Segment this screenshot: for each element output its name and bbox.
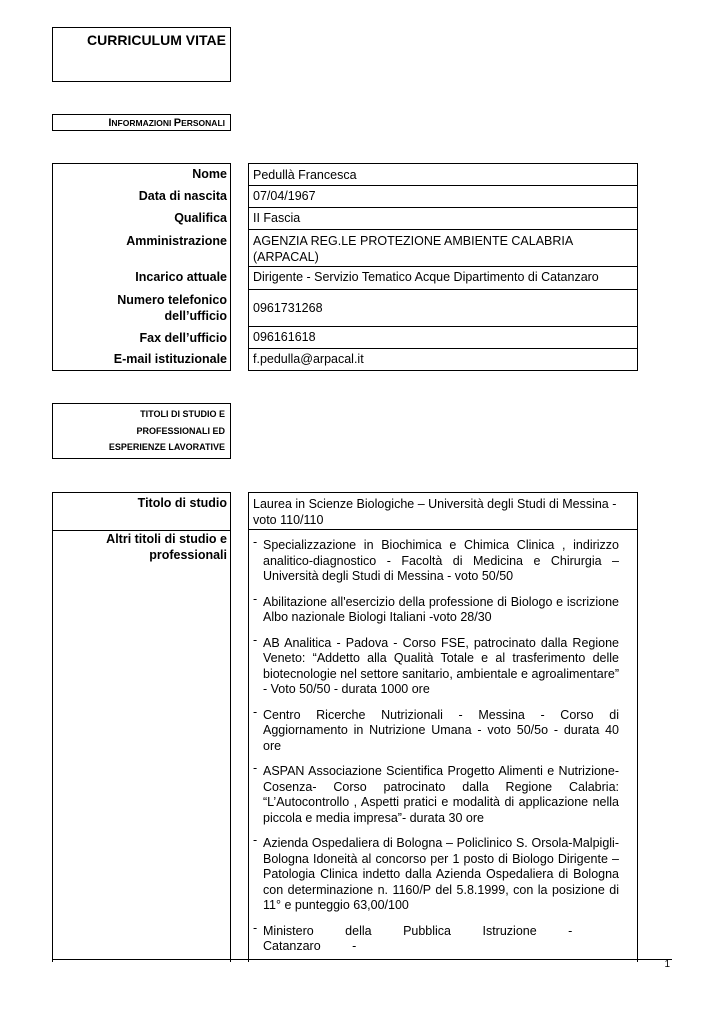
value-email: f.pedulla@arpacal.it [248, 349, 638, 371]
label-altri-titoli: Altri titoli di studio e professionali [52, 530, 231, 962]
list-item: - Ministero della Pubblica Istruzione - Catanzaro - [249, 924, 619, 955]
value-nome: Pedullà Francesca [248, 163, 638, 186]
label-email: E-mail istituzionale [52, 349, 231, 370]
value-data-nascita: 07/04/1967 [248, 186, 638, 208]
section-studies-line2: PROFESSIONALI ED [136, 425, 225, 436]
cv-title-box [52, 27, 231, 82]
value-titolo-studio: Laurea in Scienze Biologiche – Università degli Studi di Messina -voto 110/110 [248, 492, 638, 530]
footer-divider [52, 959, 672, 960]
list-item: - Abilitazione all'esercizio della professione di Biologo e iscrizione Albo nazionale Biologi Italiani -voto 28/30 [249, 595, 619, 626]
page-number: 1 [664, 959, 670, 970]
label-telefono: Numero telefonico dell’ufficio [52, 290, 231, 327]
label-amministrazione: Amministrazione [52, 229, 231, 266]
label-incarico: Incarico attuale [52, 266, 231, 290]
section-heading-studies [52, 403, 231, 459]
label-qualifica: Qualifica [52, 207, 231, 229]
value-amministrazione: AGENZIA REG.LE PROTEZIONE AMBIENTE CALABRIA (ARPACAL) [248, 230, 638, 267]
label-fax: Fax dell’ufficio [52, 327, 231, 349]
cv-title: CURRICULUM VITAE [87, 32, 226, 48]
label-data-nascita: Data di nascita [52, 185, 231, 207]
label-nome: Nome [52, 163, 231, 185]
list-item: - Azienda Ospedaliera di Bologna – Policlinico S. Orsola-Malpigli- Bologna Idoneità al concorso per 1 posto di Biologo Dirigente – Patologia Clinica indetto dalla Azienda Ospedaliera di Bologna con determinazione n. 1160/P del 5.8.1999, con la posizione di 11° e punteggio 63,00/100 [249, 836, 619, 914]
section-studies-line3: ESPERIENZE LAVORATIVE [108, 442, 225, 452]
other-titles-list [249, 538, 619, 965]
list-item: - Centro Ricerche Nutrizionali - Messina - Corso di Aggiornamento in Nutrizione Umana - voto 50/5o - durata 40 ore [249, 708, 619, 755]
value-incarico: Dirigente - Servizio Tematico Acque Dipartimento di Catanzaro [248, 267, 638, 290]
section-studies-line1: TITOLI DI STUDIO E [140, 409, 225, 419]
list-item: - Specializzazione in Biochimica e Chimica Clinica , indirizzo analitico-diagnostico - Facoltà di Medicina e Chirurgia – Università degli Studi di Messina - voto 50/50 [249, 538, 619, 585]
section-heading-personal: INFORMAZIONI PERSONALI [52, 114, 231, 131]
label-titolo-studio: Titolo di studio [52, 492, 231, 530]
value-telefono: 0961731268 [248, 290, 638, 327]
value-fax: 096161618 [248, 327, 638, 349]
value-qualifica: II Fascia [248, 208, 638, 230]
list-item: - ASPAN Associazione Scientifica Progetto Alimenti e Nutrizione- Cosenza- Corso patrocinato dalla Regione Calabria: “L’Autocontrollo , Aspetti pratici e modalità di applicazione nella piccola e media impresa”- durata 30 ore [249, 764, 619, 826]
list-item: - AB Analitica - Padova - Corso FSE, patrocinato dalla Regione Veneto: “Addetto alla Qualità Totale e al trasferimento delle biotecnologie nel settore sanitario, ambientale e agroalimentare” - Voto 50/50 - durata 1000 ore [249, 636, 619, 698]
